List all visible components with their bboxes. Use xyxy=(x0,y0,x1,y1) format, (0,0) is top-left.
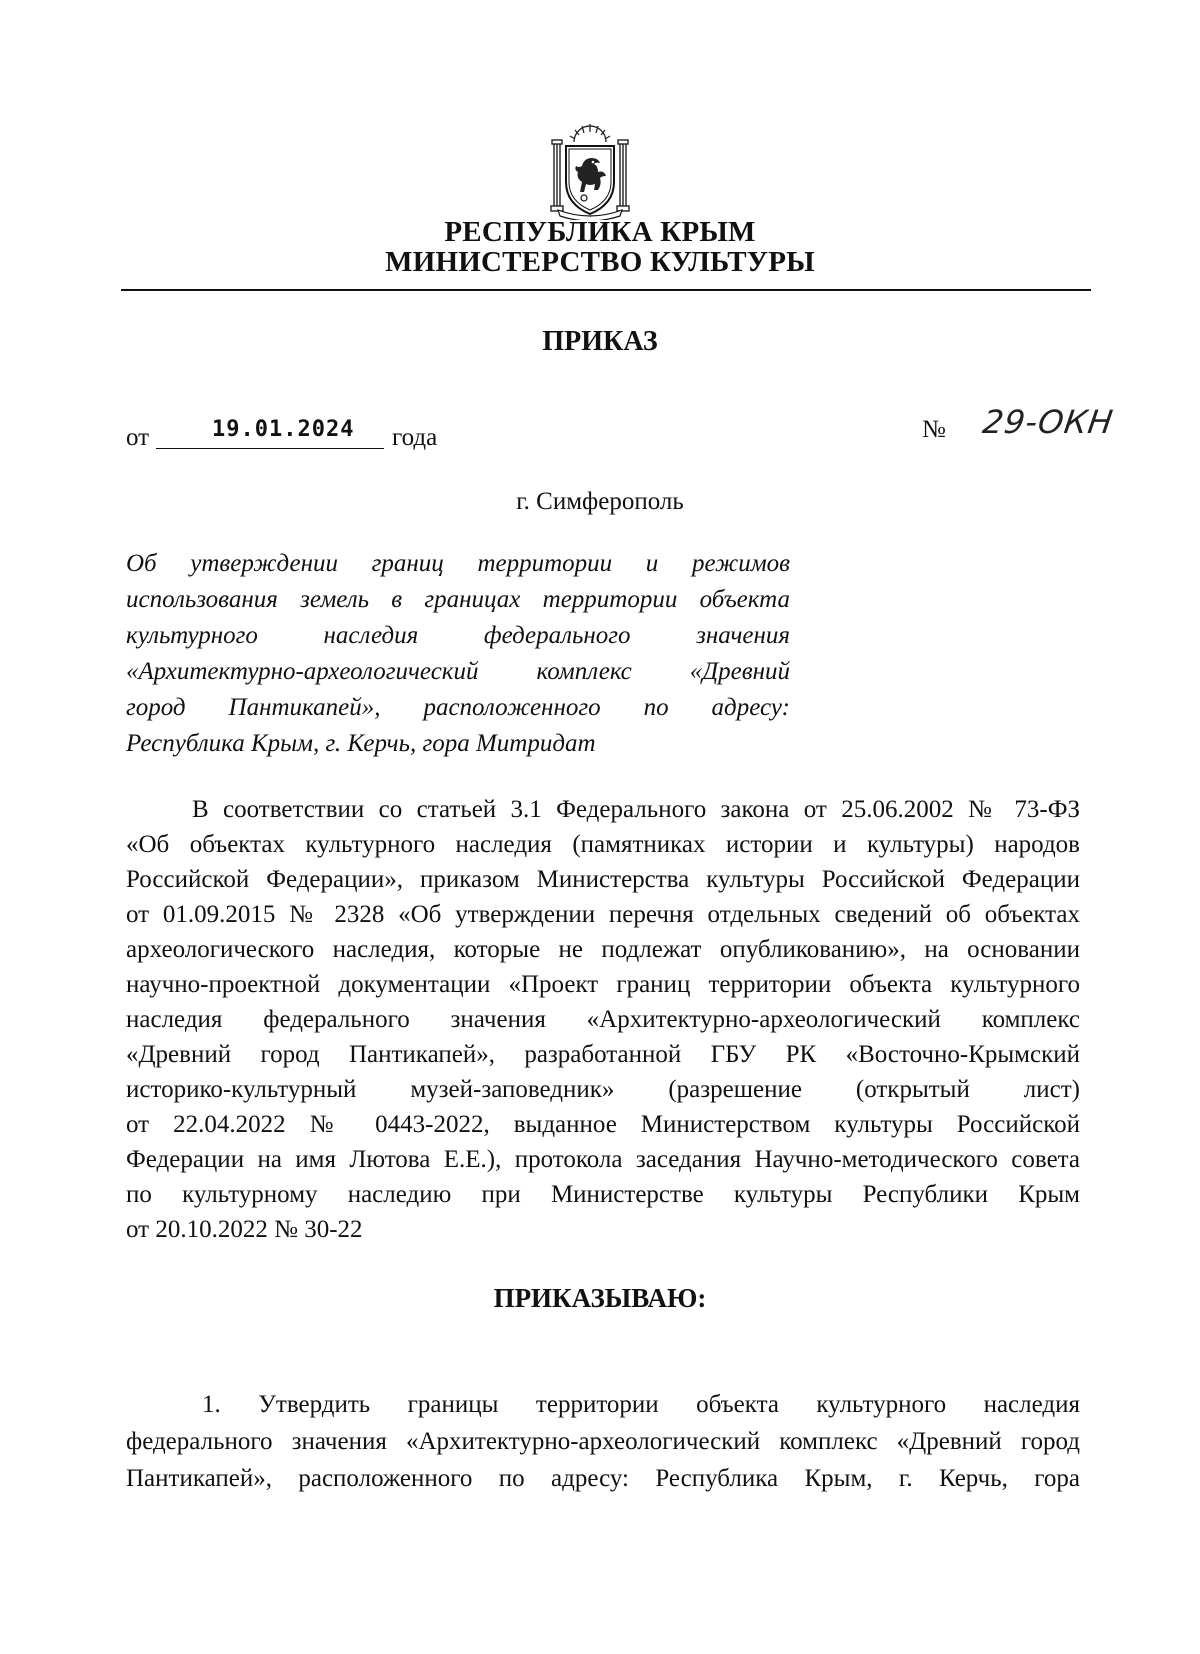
subject-line: Республика Крым, г. Керчь, гора Митридат xyxy=(126,730,596,757)
coat-of-arms-icon xyxy=(548,120,632,220)
date-suffix: года xyxy=(392,424,438,451)
order-subject xyxy=(126,546,790,762)
item-line: федерального значения «Архитектурно-археологический комплекс «Древний город xyxy=(126,1428,1080,1455)
header-republic: РЕСПУБЛИКА КРЫМ xyxy=(444,216,756,248)
document-type: ПРИКАЗ xyxy=(542,326,658,357)
body-line: «Древний город Пантикапей», разработанной ГБУ РК «Восточно-Крымский xyxy=(126,1041,1080,1068)
subject-line: культурного наследия федерального значения xyxy=(126,622,790,649)
preamble-paragraph xyxy=(126,792,1080,1247)
body-line: от 20.10.2022 № 30-22 xyxy=(126,1216,363,1243)
order-item-1 xyxy=(126,1386,1080,1497)
body-line: историко-культурный музей-заповедник» (разрешение (открытый лист) xyxy=(126,1076,1080,1103)
header-divider xyxy=(121,289,1091,291)
body-line: В соответствии со статьей 3.1 Федерального закона от 25.06.2002 № 73-ФЗ xyxy=(192,796,1080,823)
date-stamp: 19.01.2024 xyxy=(212,417,355,442)
header-ministry: МИНИСТЕРСТВО КУЛЬТУРЫ xyxy=(385,246,815,278)
item-line: Пантикапей», расположенного по адресу: Республика Крым, г. Керчь, гора xyxy=(126,1465,1080,1492)
body-line: археологического наследия, которые не подлежат опубликованию», на основании xyxy=(126,936,1080,963)
document-number: 29-ОКН xyxy=(980,403,1116,441)
body-line: научно-проектной документации «Проект границ территории объекта культурного xyxy=(126,971,1080,998)
body-line: от 22.04.2022 № 0443-2022, выданное Министерством культуры Российской xyxy=(126,1111,1080,1138)
subject-line: город Пантикапей», расположенного по адресу: xyxy=(126,694,790,721)
item-line: 1. Утвердить границы территории объекта культурного наследия xyxy=(202,1391,1080,1418)
body-line: от 01.09.2015 № 2328 «Об утверждении перечня отдельных сведений об объектах xyxy=(126,901,1080,928)
number-prefix: № xyxy=(922,416,946,443)
body-line: «Об объектах культурного наследия (памятниках истории и культуры) народов xyxy=(126,831,1080,858)
date-underline xyxy=(156,448,384,449)
body-line: по культурному наследию при Министерстве культуры Республики Крым xyxy=(126,1181,1080,1208)
subject-line: Об утверждении границ территории и режимов xyxy=(126,550,790,577)
body-line: Российской Федерации», приказом Министерства культуры Российской Федерации xyxy=(126,866,1080,893)
date-prefix: от xyxy=(126,424,150,451)
order-heading: ПРИКАЗЫВАЮ: xyxy=(493,1283,707,1313)
subject-line: использования земель в границах территории объекта xyxy=(126,586,790,613)
subject-line: «Архитектурно-археологический комплекс «Древний xyxy=(126,658,790,685)
body-line: Федерации на имя Лютова Е.Е.), протокола заседания Научно-методического совета xyxy=(126,1146,1080,1173)
body-line: наследия федерального значения «Архитектурно-археологический комплекс xyxy=(126,1006,1080,1033)
city: г. Симферополь xyxy=(516,488,684,515)
